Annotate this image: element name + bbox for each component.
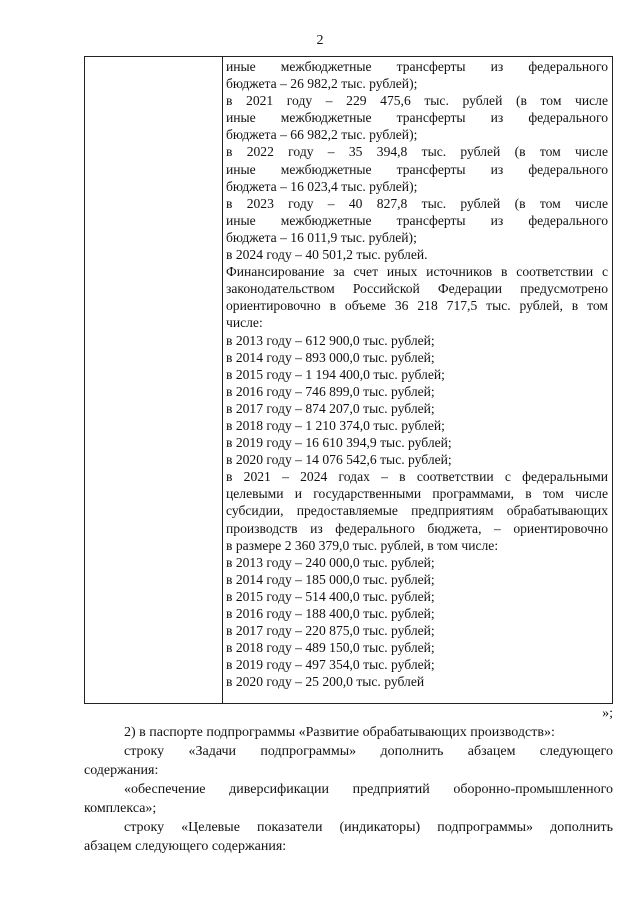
table-line: в 2021 году – 229 475,6 тыс. рублей (в том числе xyxy=(226,93,608,109)
table-line: в 2017 году – 874 207,0 тыс. рублей; xyxy=(226,400,435,416)
paragraph-1-line-2: содержания: xyxy=(84,763,159,778)
paragraph-3-line-2: абзацем следующего содержания: xyxy=(84,839,287,854)
table-line: в 2015 году – 1 194 400,0 тыс. рублей; xyxy=(226,366,445,382)
table-line: целевыми и государственными программами, в том числе xyxy=(226,486,608,502)
table-line: иные межбюджетные трансферты из федерального xyxy=(226,161,608,177)
paragraph-1-line-1: строку «Задачи подпрограммы» дополнить абзацем следующего xyxy=(124,744,613,759)
table-line: бюджета – 16 011,9 тыс. рублей); xyxy=(226,229,417,245)
table-line: иные межбюджетные трансферты из федерального xyxy=(226,110,608,126)
table-line: в размере 2 360 379,0 тыс. рублей, в том числе: xyxy=(226,537,499,553)
table-line: в 2018 году – 489 150,0 тыс. рублей; xyxy=(226,640,435,656)
paragraph-3-line-1: строку «Целевые показатели (индикаторы) подпрограммы» дополнить xyxy=(124,820,613,835)
table-line: законодательством Российской Федерации предусмотрено xyxy=(226,281,608,297)
column-divider xyxy=(222,57,223,703)
table-line: в 2014 году – 893 000,0 тыс. рублей; xyxy=(226,349,435,365)
table-line: в 2015 году – 514 400,0 тыс. рублей; xyxy=(226,588,435,604)
table-line: субсидии, предоставляемые предприятиям обрабатывающих xyxy=(226,503,608,519)
page-number: 2 xyxy=(316,33,324,48)
table-line: в 2024 году – 40 501,2 тыс. рублей. xyxy=(226,247,428,263)
table-line: в 2016 году – 746 899,0 тыс. рублей; xyxy=(226,383,435,399)
table-line: производств из федерального бюджета, – ориентировочно xyxy=(226,520,608,536)
item-2-line: 2) в паспорте подпрограммы «Развитие обрабатывающих производств»: xyxy=(124,725,555,740)
table-line: бюджета – 66 982,2 тыс. рублей); xyxy=(226,127,418,143)
table-line: иные межбюджетные трансферты из федерального xyxy=(226,212,608,228)
table-line: в 2013 году – 240 000,0 тыс. рублей; xyxy=(226,554,435,570)
table-line: бюджета – 26 982,2 тыс. рублей); xyxy=(226,76,418,92)
table-line: в 2022 году – 35 394,8 тыс. рублей (в том числе xyxy=(226,144,608,160)
table-line: в 2021 – 2024 годах – в соответствии с федеральными xyxy=(226,469,608,485)
table-line: в 2013 году – 612 900,0 тыс. рублей; xyxy=(226,332,435,348)
table-line: в 2023 году – 40 827,8 тыс. рублей (в том числе xyxy=(226,195,608,211)
table-line: иные межбюджетные трансферты из федерального xyxy=(226,59,608,74)
table-right-cell xyxy=(226,58,608,690)
table-line: в 2020 году – 14 076 542,6 тыс. рублей; xyxy=(226,452,452,468)
table-line: ориентировочно в объеме 36 218 717,5 тыс. рублей, в том xyxy=(226,298,608,314)
passport-table xyxy=(84,56,613,704)
table-line: в 2019 году – 497 354,0 тыс. рублей; xyxy=(226,657,435,673)
table-line: в 2014 году – 185 000,0 тыс. рублей; xyxy=(226,571,435,587)
table-line: в 2018 году – 1 210 374,0 тыс. рублей; xyxy=(226,417,445,433)
table-line: в 2016 году – 188 400,0 тыс. рублей; xyxy=(226,606,435,621)
after-table-text xyxy=(84,704,613,856)
table-line: в 2020 году – 25 200,0 тыс. рублей xyxy=(226,674,425,690)
table-line: бюджета – 16 023,4 тыс. рублей); xyxy=(226,178,418,194)
table-line: в 2019 году – 16 610 394,9 тыс. рублей; xyxy=(226,435,452,451)
closing-quote: »; xyxy=(602,706,613,721)
table-line: числе: xyxy=(226,315,263,331)
table-line: Финансирование за счет иных источников в соответствии с xyxy=(226,264,608,280)
paragraph-2-line-2: комплекса»; xyxy=(84,801,157,816)
paragraph-2-line-1: «обеспечение диверсификации предприятий оборонно-промышленного xyxy=(124,782,613,797)
table-line: в 2017 году – 220 875,0 тыс. рублей; xyxy=(226,623,435,639)
